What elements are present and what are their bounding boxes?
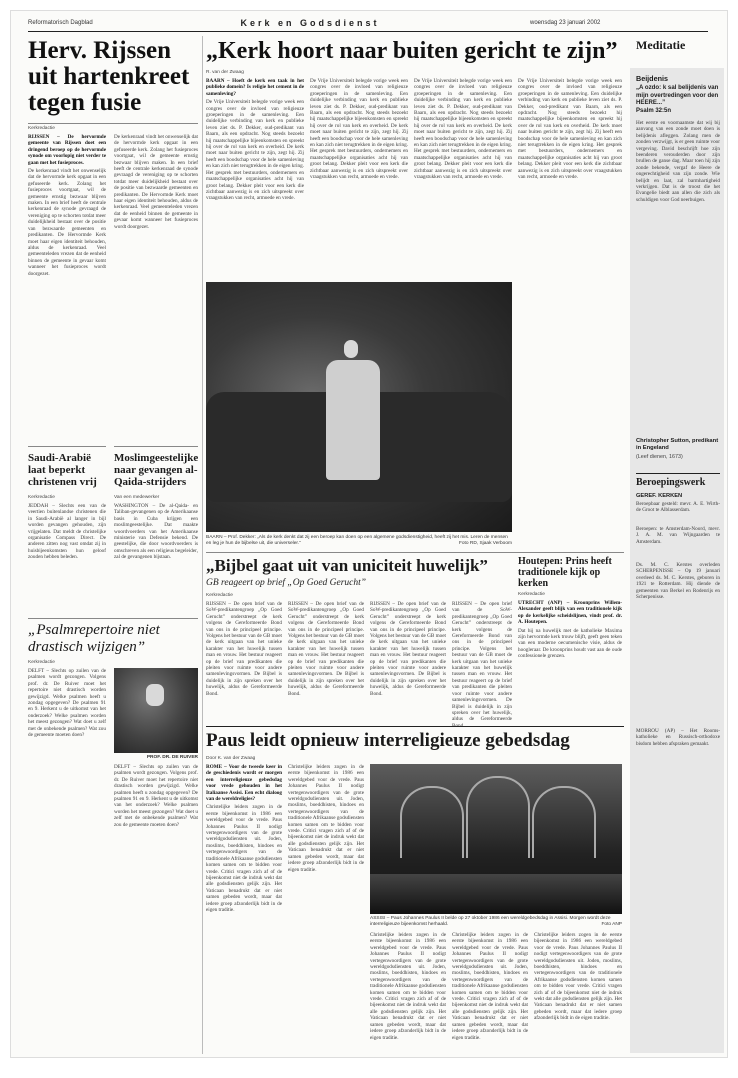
beroepings-items-2: Beroepen: te Amsterdam-Noord, mevr. J. A. M. van Wijngaarden te Amsterdam. [636, 526, 720, 545]
meditatie-title: Meditatie [636, 38, 686, 52]
assisi-photo [370, 764, 622, 914]
psalm-headline: „Psalmrepertoire niet drastisch wijzigen” [28, 622, 160, 655]
beroepings-items-1: Beroepbaar gesteld: mevr. A. E. Wirth-de Groot te Alblasserdam. [636, 501, 720, 514]
left-lead-body-cont: De kerkenraad vindt het onwenselijk dat de hervormde kerk opgaat in een gefuseerde kerk. Zolang het fusieproces voortgaat, wil de gemeente ernstig bezwaar blijven maken. In een brief heeft de centrale kerkenraad de synode gevraagd de vereniging op te schorten totdat meer duidelijkheid bestaat over de positie van bezwaarde gemeenten en predikanten. De Hervormde Kerk moet haar eigen identiteit behouden, aldus de kerkenraad. Veel gemeenteleden vrezen dat de eenheid binnen de gemeente in gevaar komt wanneer het fusieproces wordt doorgezet. [114, 134, 198, 230]
newspaper-page [10, 10, 728, 1058]
beroepings-org-1: GEREF. KERKEN [636, 493, 683, 499]
main-photo-credit: Foto RD, Sjaak Verboom [458, 541, 512, 546]
crowd-shape [370, 874, 622, 914]
portrait-face [146, 684, 164, 706]
main-headline: „Kerk hoort naar buiten gericht te zijn” [206, 38, 618, 64]
left-lead-col-1 [28, 134, 106, 439]
paus-intro: ROME – Voor de tweede keer in de geschiedenis wordt er morgen een interreligieuze gebedsdag voor vrede gehouden in het Italiaanse Assisi. Een echt dialoog van de wereldreligies? [206, 764, 282, 803]
meditatie-source: (Leef dienen, 1673) [636, 454, 683, 460]
psalm-rule [28, 618, 198, 619]
paus-col-4: Christelijke leiders zogen in de eerste bijeenkomst in 1986 een wereldgebed voor de vrede. Paus Johannes Paulus II nodigt vertegenwoordigers van de grote wereldgodsdiensten uit. Joden, moslims, boeddhisten, hindoes en vertegenwoordigers van de traditionele Afrikaanse godsdiensten komen samen om te bidden voor vrede. Critici vragen zich af of de bijeenkomst niet de indruk wekt dat alle godsdiensten gelijk zijn. Het Vaticaan benadrukt dat er niet samen gebeden wordt, maar dat iedere groep afzonderlijk bidt in de eigen traditie. [452, 932, 528, 1041]
portrait-caption: PROF. DR. DE RUIVER [146, 755, 198, 760]
bijbel-col-1: RIJSSEN – De open brief van de SoW-predikantengroep „Op Goed Gerucht” onderstreept de kerk volgens de Gereformeerde Bond van ons in de principeel principe. Volgens het bestuur van de GB moet de kerk uitgaan van het unieke karakter van het huwelijk tussen man en vrouw. Het bestuur reageert op de brief van predikanten die pleiten voor ruimte voor andere samenlevingsvormen. De Bijbel is duidelijk in zijn spreken over het huwelijk, aldus de Gereformeerde Bond. [206, 601, 282, 697]
left-lead-intro: RIJSSEN – De hervormde gemeente van Rijssen doet een dringend beroep op de hervormde synode om voorlopig niet verder te gaan met het fusieproces. [28, 134, 106, 166]
main-byline: R. van der Zwaag [206, 70, 244, 75]
publisher-name: Reformatorisch Dagblad [28, 20, 93, 26]
bijbel-subhead: GB reageert op brief „Op Goed Gerucht” [206, 578, 367, 588]
issue-date: woensdag 23 januari 2002 [530, 20, 601, 26]
portrait-photo [114, 668, 198, 753]
paus-body: Christelijke leiders zogen in de eerste bijeenkomst in 1986 een wereldgebed voor de vrede. Paus Johannes Paulus II nodigt vertegenwoordigers van de grote wereldgodsdiensten uit. Joden, moslims, boeddhisten, hindoes en vertegenwoordigers van de traditionele Afrikaanse godsdiensten komen samen om te bidden voor vrede. Critici vragen zich af of de bijeenkomst niet de indruk wekt dat alle godsdiensten gelijk zijn. Het Vaticaan benadrukt dat er niet samen gebeden wordt, maar dat iedere groep afzonderlijk bidt in de eigen traditie. [206, 804, 282, 913]
morrou-body: MORROU (AP) – Het Rooms-katholieke en Russisch-orthodoxe bisdom hebben afspraken gemaakt. [636, 728, 720, 747]
main-caption-text: BAARN – Prof. Dekker: „Als de kerk denkt dat zij een beroep kan doen op een algemene godsdienstigheid, heeft zij het mis. Leren de mensen en leg je hun de bijbelse uit, die universeler.” [206, 535, 508, 546]
meditatie-quote: „A ozdo: k sal belijdenis van mijn overtredingen voor den HEERE...” [636, 84, 719, 106]
header-rule [28, 31, 708, 32]
meditatie-body: Het eerste en voornaamste dat wij bij aanvang van een zonde moet doen is belijdenis afleggen. Zolang men de zonden verzwijgt, is er geen ruimte voor vergeving. David beschrijft hoe zijn beenderen verouderden door zijn brullen de ganse dag. Maar toen hij zijn zonde bekende, vergaf de Heere de ongerechtigheid van zijn zonde. Wie belijdt en laat, zal barmhartigheid verkrijgen. Dat is de troost die het Evangelie biedt aan allen die zich als schuldigen voor God neerbuigen. [636, 120, 720, 203]
bijbel-col-2: RIJSSEN – De open brief van de SoW-predikantengroep „Op Goed Gerucht” onderstreept de kerk volgens de Gereformeerde Bond van ons in de principeel principe. Volgens het bestuur van de GB moet de kerk uitgaan van het unieke karakter van het huwelijk tussen man en vrouw. Het bestuur reageert op de brief van predikanten die pleiten voor ruimte voor andere samenlevingsvormen. De Bijbel is duidelijk in zijn spreken over het huwelijk, aldus de Gereformeerde Bond. [288, 601, 364, 697]
bijbel-col-4: RIJSSEN – De open brief van de SoW-predikantengroep „Op Goed Gerucht” onderstreept de kerk volgens de Gereformeerde Bond van ons in de principeel principe. Volgens het bestuur van de GB moet de kerk uitgaan van het unieke karakter van het huwelijk tussen man en vrouw. Het bestuur reageert op de brief van predikanten die pleiten voor ruimte voor andere samenlevingsvormen. De Bijbel is duidelijk in zijn spreken over het huwelijk, aldus de Gereformeerde [452, 601, 512, 723]
church-arch-left [400, 786, 464, 858]
church-arch-right [532, 786, 596, 858]
moslim-byline: Van een medewerker [114, 495, 160, 500]
saudi-body: JEDDAH – Slechts een van de veertien buitenlandse christenen die in Saudi-Arabië al langer in bijl worden gevangen gehouden, zijn vrijgelaten. Dat meldt de christelijke organisatie Compass Direct. De anderen zitten nog vast omdat zij in huisbijeenkomsten hun geloof zouden hebben beleden. [28, 503, 106, 561]
houtepen-headline: Houtepen: Prins heeft traditionele kijk op kerken [518, 556, 612, 589]
column-divider [202, 36, 203, 1054]
main-col-3: De Vrije Universiteit belegde vorige week een congres over de invloed van religieuze groeperingen in de samenleving. Een duidelijke verbinding van kerk en publieke leven ziet ds. P. Dekker, oud-predikant van Baarn, als een opdracht. Nog steeds bezoekt hij maatschappelijke bijeenkomsten en spreekt hij over de rol van kerk en overheid. De kerk moet naar buiten gericht te zijn, zegt hij. Zij heeft een boodschap voor de hele samenleving en kan zich niet terugtrekken in de eigen kring. Het gesprek met bestuurders, ondernemers en maatschappelijke organisaties acht hij van groot belang. Dekker pleit voor een kerk die zichtbaar aanwezig is en zich uitspreekt over vraagstukken van recht, armoede en vrede. [414, 78, 512, 181]
beroepings-title: Beroepingswerk [636, 477, 706, 488]
meditatie-subtitle: Beijdenis [636, 74, 668, 83]
meditatie-author: Christopher Sutton, predikant in Engeland [636, 438, 719, 451]
houtepen-body [518, 600, 622, 720]
bijbel-headline: „Bijbel gaat uit van uniciteit huwelijk” [206, 556, 488, 575]
main-col-1 [206, 78, 304, 278]
church-arch-center [466, 776, 530, 858]
saudi-byline: Kerkredactie [28, 495, 55, 500]
houtepen-byline: Kerkredactie [518, 592, 545, 597]
main-intro: BAARN – Hoeft de kerk een taak in het publieke domein? Is religie het cement in de samenleving? [206, 78, 304, 97]
psalm-col-2: DELFT – Slechts op zuilen van de psalmen wordt gezongen. Volgens prof. dr. De Ruiver moet het repertoire niet drastisch worden gewijzigd. Welke psalmen heeft u zondag opgegeven? De psalmen 91 en 9. Herkent u de uitkomst van het onderzoek? Welke psalmen worden het meest gezongen? Wat doet u zelf met de onbekende psalmen? Wat zou de gemeente moeten doen? [114, 764, 198, 828]
psalm-byline: Kerkredactie [28, 660, 55, 665]
psalm-col-1: DELFT – Slechts op zuilen van de psalmen wordt gezongen. Volgens prof. dr. De Ruiver moet het repertoire niet drastisch worden gewijzigd. Welke psalmen heeft u zondag opgegeven? De psalmen 91 en 9. Herkent u de uitkomst van het onderzoek? Welke psalmen worden het meest gezongen? Wat doet u zelf met de onbekende psalmen? Wat zou de gemeente moeten doen? [28, 668, 106, 739]
man-figure [326, 360, 380, 480]
main-col-2: De Vrije Universiteit belegde vorige week een congres over de invloed van religieuze groeperingen in de samenleving. Een duidelijke verbinding van kerk en publieke leven ziet ds. P. Dekker, oud-predikant van Baarn, als een opdracht. Nog steeds bezoekt hij maatschappelijke bijeenkomsten en spreekt hij over de rol van kerk en overheid. De kerk moet naar buiten gericht te zijn, zegt hij. Zij heeft een boodschap voor de hele samenleving en kan zich niet terugtrekken in de eigen kring. Het gesprek met bestuurders, ondernemers en maatschappelijke organisaties acht hij van groot belang. Dekker pleit voor een kerk die zichtbaar aanwezig is en zich uitspreekt over vraagstukken van recht, armoede en vrede. [310, 78, 408, 181]
paus-headline: Paus leidt opnieuw interreligieuze gebedsdag [206, 730, 570, 751]
assisi-caption [370, 916, 622, 928]
paus-byline: Door K. van der Zwaag [206, 756, 256, 761]
bijbel-rule [206, 552, 624, 553]
saudi-headline: Saudi-Arabië laat beperkt christenen vrij [28, 452, 97, 488]
moslim-body: WASHINGTON – De al-Qaida- en Taliban-gevangenen op de Amerikaanse basis in Cuba krijgen een moslimgeestelijke. Dat maakte woordvoerders van het Amerikaanse ministerie van Defensie bekend. De geestelijke, die door woordvoerders is omschreven als een religieus begeleider, zal de gevangenen bijstaan. [114, 503, 198, 561]
main-body: De Vrije Universiteit belegde vorige week een congres over de invloed van religieuze groeperingen in de samenleving. Een duidelijke verbinding van kerk en publieke leven ziet ds. P. Dekker, oud-predikant van Baarn, als een opdracht. Nog steeds bezoekt hij maatschappelijke bijeenkomsten en spreekt hij over de rol van kerk en overheid. De kerk moet naar buiten gericht te zijn, zegt hij. Zij heeft een boodschap voor de hele samenleving en kan zich niet terugtrekken in de eigen kring. Het gesprek met bestuurders, ondernemers en maatschappelijke organisaties acht hij van groot belang. Dekker pleit voor een kerk die zichtbaar aanwezig is en zich uitspreekt over vraagstukken van recht, armoede en vrede. [206, 99, 304, 202]
bijbel-col-3: RIJSSEN – De open brief van de SoW-predikantengroep „Op Goed Gerucht” onderstreept de kerk volgens de Gereformeerde Bond van ons in de principeel principe. Volgens het bestuur van de GB moet de kerk uitgaan van het unieke karakter van het huwelijk tussen man en vrouw. Het bestuur reageert op de brief van predikanten die pleiten voor ruimte voor andere samenlevingsvormen. De Bijbel is duidelijk in zijn spreken over het huwelijk, aldus de Gereformeerde Bond. [370, 601, 446, 697]
man-face [344, 340, 358, 358]
moslim-headline: Moslimgeestelijke naar gevangen al-Qaida-strijders [114, 452, 199, 488]
left-lead-body: De kerkenraad vindt het onwenselijk dat de hervormde kerk opgaat in een gefuseerde kerk. Zolang het fusieproces voortgaat, wil de gemeente ernstig bezwaar blijven maken. In een brief heeft de centrale kerkenraad de synode gevraagd de vereniging op te schorten totdat meer duidelijkheid bestaat over de positie van bezwaarde gemeenten en predikanten. De Hervormde Kerk moet haar eigen identiteit behouden, aldus de kerkenraad. Veel gemeenteleden vrezen dat de eenheid binnen de gemeente in gevaar komt wanneer het fusieproces wordt doorgezet. [28, 168, 106, 277]
section-title: Kerk en Godsdienst [240, 18, 380, 28]
assisi-photo-credit: Foto ANP [601, 922, 622, 927]
paus-col-2: Christelijke leiders zogen in de eerste bijeenkomst in 1986 een wereldgebed voor de vrede. Paus Johannes Paulus II nodigt vertegenwoordigers van de grote wereldgodsdiensten uit. Joden, moslims, boeddhisten, hindoes en vertegenwoordigers van de traditionele Afrikaanse godsdiensten komen samen om te bidden voor vrede. Critici vragen zich af of de bijeenkomst niet de indruk wekt dat alle godsdiensten gelijk zijn. Het Vaticaan benadrukt dat er niet samen gebeden wordt, maar dat iedere groep afzonderlijk bidt in de eigen traditie. [288, 764, 364, 873]
main-photo-caption [206, 535, 512, 547]
main-photo [206, 282, 512, 532]
beroepings-rule [636, 473, 720, 474]
sidebar [630, 38, 724, 1053]
paus-col-3: Christelijke leiders zogen in de eerste bijeenkomst in 1986 een wereldgebed voor de vrede. Paus Johannes Paulus II nodigt vertegenwoordigers van de grote wereldgodsdiensten uit. Joden, moslims, boeddhisten, hindoes en vertegenwoordigers van de traditionele Afrikaanse godsdiensten komen samen om te bidden voor vrede. Critici vragen zich af of de bijeenkomst niet de indruk wekt dat alle godsdiensten gelijk zijn. Het Vaticaan benadrukt dat er niet samen gebeden wordt, maar dat iedere groep afzonderlijk bidt in de eigen traditie. [370, 932, 446, 1041]
paus-col-1 [206, 764, 282, 1049]
paus-rule [206, 726, 624, 727]
beroepings-body: Ds. M. C. Kerstes overleden SCHERPENISSE – Op 19 januari overleed ds. M. C. Kerstes, geboren in 1921 te Rotterdam. Hij diende de gemeenten van Berkel en Rodenrijs en Scherpenisse. [636, 562, 720, 601]
houtepen-intro: UTRECHT (ANP) – Kroonprins Willem-Alexander geeft blijk van een traditionele kijk op de kerkelijke scheidslijnen, vindt prof. dr. A. Houtepen. [518, 600, 622, 626]
left-lead-rule [28, 123, 198, 124]
left-lead-headline: Herv. Rijssen uit hartenkreet tegen fusie [28, 37, 190, 116]
meditatie-ref: Psalm 32:5n [636, 108, 672, 114]
left-lead-col-2 [114, 134, 198, 439]
houtepen-text: Dat hij na huwelijk met de katholieke Maxima zijn hervormde kerk trouw blijft, geeft geen teken van een moderne oecumenische visie, aldus de hoogleraar. De kroonprins houdt vast aan de oude confessionele grenzen. [518, 627, 622, 660]
main-col-4: De Vrije Universiteit belegde vorige week een congres over de invloed van religieuze groeperingen in de samenleving. Een duidelijke verbinding van kerk en publieke leven ziet ds. P. Dekker, oud-predikant van Baarn, als een opdracht. Nog steeds bezoekt hij maatschappelijke bijeenkomsten en spreekt hij over de rol van kerk en overheid. De kerk moet naar buiten gericht te zijn, zegt hij. Zij heeft een boodschap voor de hele samenleving en kan zich niet terugtrekken in de eigen kring. Het gesprek met bestuurders, ondernemers en maatschappelijke organisaties acht hij van groot belang. Dekker pleit voor een kerk die zichtbaar aanwezig is en zich uitspreekt over vraagstukken van recht, armoede en vrede. [518, 78, 622, 181]
paus-col-5b: Christelijke leiders zogen in de eerste bijeenkomst in 1986 een wereldgebed voor de vrede. Paus Johannes Paulus II nodigt vertegenwoordigers van de grote wereldgodsdiensten uit. Joden, moslims, boeddhisten, hindoes en vertegenwoordigers van de traditionele Afrikaanse godsdiensten komen samen om te bidden voor vrede. Critici vragen zich af of de bijeenkomst niet de indruk wekt dat alle godsdiensten gelijk zijn. Het Vaticaan benadrukt dat er niet samen gebeden wordt, maar dat iedere groep afzonderlijk bidt in de eigen traditie. [534, 932, 622, 1022]
assisi-caption-text: ASSISI – Paus Johannes Paulus II belde op 27 oktober 1986 een wereldgebedsdag in Assisi. Morgen wordt deze interreligieuze bijeenkomst herhaald. [370, 916, 611, 927]
bijbel-byline: Kerkredactie [206, 593, 233, 598]
saudi-rule [28, 446, 106, 447]
moslim-rule [114, 446, 198, 447]
left-lead-byline: Kerkredactie [28, 126, 55, 131]
